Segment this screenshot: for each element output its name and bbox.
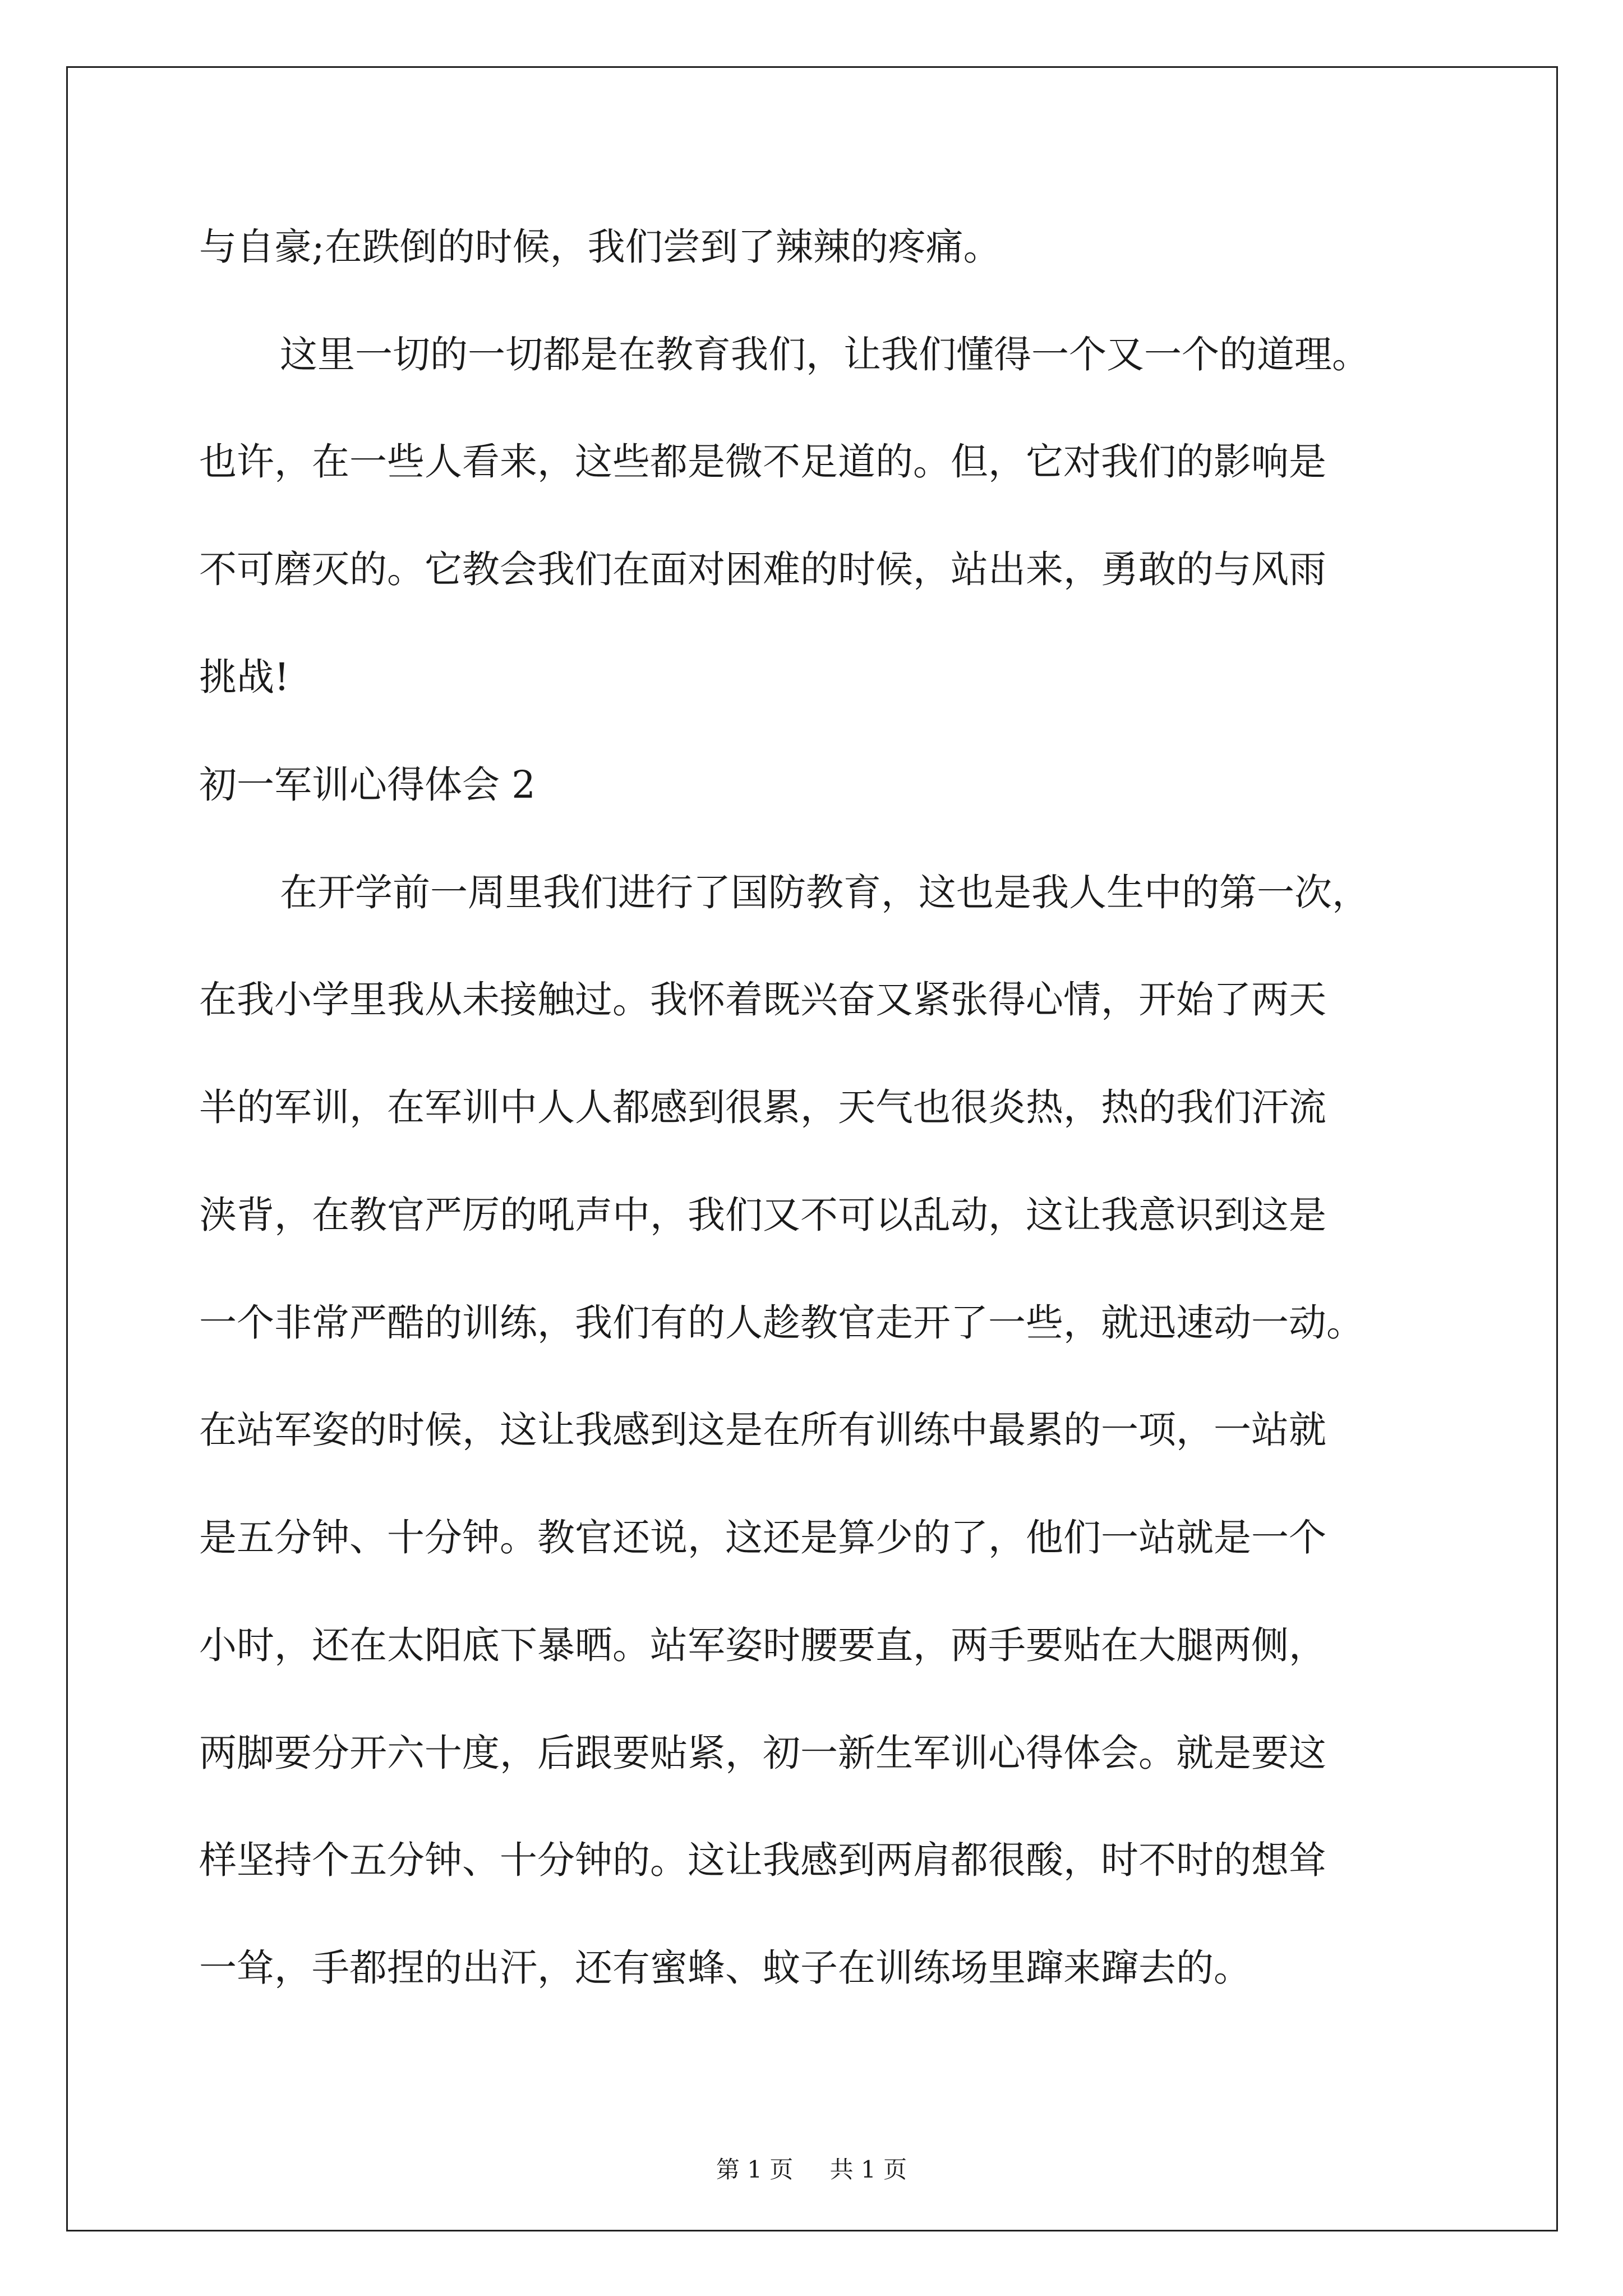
text-line: 在站军姿的时候，这让我感到这是在所有训练中最累的一项，一站就 bbox=[199, 1408, 1326, 1452]
page-number: 第 1 页 bbox=[716, 2156, 794, 2183]
text-line: 与自豪;在跌倒的时候，我们尝到了辣辣的疼痛。 bbox=[199, 225, 1001, 269]
page-border bbox=[66, 66, 1558, 2231]
page-footer bbox=[0, 2153, 1623, 2187]
text-line: 样坚持个五分钟、十分钟的。这让我感到两肩都很酸，时不时的想耸 bbox=[199, 1838, 1326, 1882]
text-line: 是五分钟、十分钟。教官还说，这还是算少的了，他们一站就是一个 bbox=[199, 1516, 1326, 1559]
text-line: 挑战! bbox=[199, 655, 289, 699]
text-line: 小时，还在太阳底下暴晒。站军姿时腰要直，两手要贴在大腿两侧， bbox=[199, 1623, 1326, 1667]
text-line: 半的军训，在军训中人人都感到很累，天气也很炎热，热的我们汗流 bbox=[199, 1085, 1326, 1129]
text-line: 也许，在一些人看来，这些都是微不足道的。但，它对我们的影响是 bbox=[199, 440, 1326, 484]
text-line: 在我小学里我从未接触过。我怀着既兴奋又紧张得心情，开始了两天 bbox=[199, 978, 1326, 1022]
text-line: 两脚要分开六十度，后跟要贴紧，初一新生军训心得体会。就是要这 bbox=[199, 1731, 1326, 1775]
section-heading: 初一军训心得体会 2 bbox=[199, 763, 536, 807]
paragraph-first-line: 在开学前一周里我们进行了国防教育，这也是我人生中的第一次， bbox=[280, 871, 1370, 914]
paragraph-first-line: 这里一切的一切都是在教育我们，让我们懂得一个又一个的道理。 bbox=[280, 333, 1370, 376]
text-line: 浃背，在教官严厉的吼声中，我们又不可以乱动，这让我意识到这是 bbox=[199, 1193, 1326, 1237]
text-line: 一个非常严酷的训练，我们有的人趁教官走开了一些，就迅速动一动。 bbox=[199, 1301, 1364, 1345]
text-line: 一耸，手都捏的出汗，还有蜜蜂、蚊子在训练场里蹿来蹿去的。 bbox=[199, 1946, 1251, 1990]
page-total: 共 1 页 bbox=[829, 2156, 907, 2183]
text-line: 不可磨灭的。它教会我们在面对困难的时候，站出来，勇敢的与风雨 bbox=[199, 547, 1326, 591]
